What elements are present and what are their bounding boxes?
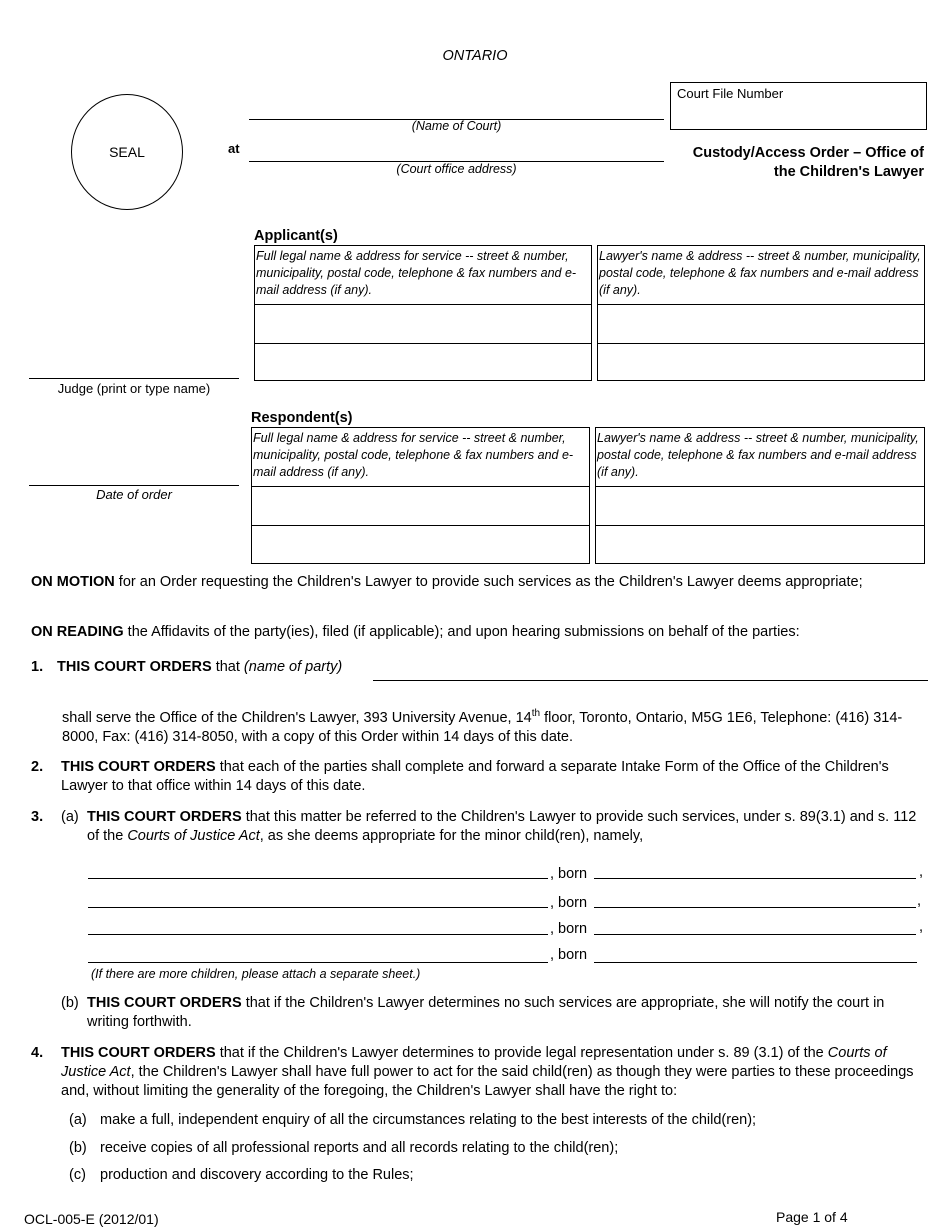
p1-continuation — [62, 704, 922, 747]
p3-number: 3. — [31, 809, 44, 825]
p2-bold: THIS COURT ORDERS — [61, 759, 216, 775]
respondents-heading: Respondent(s) — [251, 410, 353, 426]
children-note: (If there are more children, please attach a separate sheet.) — [91, 967, 421, 981]
p2-paragraph — [61, 758, 921, 796]
divider — [255, 343, 591, 344]
p3b-text: that if the Children's Lawyer determines no such services are appropriate, she will notify the court in writing forthwith. — [87, 995, 885, 1030]
p3b-label: (b) — [61, 995, 79, 1011]
form-code: OCL-005-E (2012/01) — [24, 1211, 159, 1227]
child-name-input[interactable] — [88, 944, 548, 963]
p4-item-label: (b) — [69, 1140, 87, 1156]
p3a-bold: THIS COURT ORDERS — [87, 809, 242, 825]
form-title — [693, 144, 924, 182]
p1-number: 1. — [31, 659, 44, 675]
applicant-party-box[interactable] — [254, 245, 592, 381]
p1-sup: th — [531, 708, 541, 719]
child-birthdate-input[interactable] — [594, 916, 916, 935]
form-title-line2: the Children's Lawyer — [773, 164, 924, 180]
court-file-number-label: Court File Number — [677, 86, 784, 101]
court-address-caption: (Court office address) — [396, 162, 517, 176]
p1-cont-a: shall serve the Office of the Children's Lawyer, 393 University Avenue, 14 — [62, 709, 532, 726]
divider — [596, 525, 924, 526]
divider — [598, 304, 924, 305]
respondent-lawyer-box[interactable] — [595, 427, 925, 564]
comma: , — [919, 864, 924, 880]
p4-item-label: (a) — [69, 1112, 87, 1128]
judge-name-line[interactable] — [29, 378, 239, 379]
on-reading-paragraph — [31, 623, 921, 642]
page-number: Page 1 of 4 — [776, 1209, 848, 1225]
born-label: , born — [550, 895, 588, 911]
seal-label: SEAL — [109, 144, 145, 160]
child-name-input[interactable] — [88, 889, 548, 908]
on-motion-paragraph — [31, 573, 911, 592]
p3b-paragraph — [87, 994, 907, 1032]
applicant-party-instructions: Full legal name & address for service -- street & number, municipality, postal code, telephone & fax numbers and e-mail address (if any). — [256, 249, 577, 297]
born-label: , born — [550, 866, 588, 882]
p4-item-text: production and discovery according to the Rules; — [100, 1167, 414, 1183]
date-of-order-line[interactable] — [29, 485, 239, 486]
applicants-heading: Applicant(s) — [254, 228, 338, 244]
p4-number: 4. — [31, 1045, 44, 1061]
p2-text: that each of the parties shall complete and forward a separate Intake Form of the Office of the Children's Lawyer to that office within 14 days of this date. — [61, 759, 889, 794]
child-birthdate-input[interactable] — [594, 860, 916, 879]
p2-number: 2. — [31, 759, 44, 775]
p3a-text2: , as she deems appropriate for the minor child(ren), namely, — [259, 828, 644, 844]
respondent-party-box[interactable] — [251, 427, 590, 564]
p4-bold: THIS COURT ORDERS — [61, 1045, 216, 1061]
child-name-input[interactable] — [88, 916, 548, 935]
comma: , — [917, 893, 922, 909]
divider — [252, 525, 589, 526]
respondent-lawyer-instructions: Lawyer's name & address -- street & number, municipality, postal code, telephone & fax numbers and e-mail address (if any). — [597, 431, 919, 479]
p1-italic: (name of party) — [243, 659, 343, 675]
p4-text1: that if the Children's Lawyer determines to provide legal representation under s. 89 (3.1) of the — [215, 1045, 828, 1061]
province-heading: ONTARIO — [442, 48, 508, 64]
p1-text: that — [211, 659, 244, 675]
p4-item-text: make a full, independent enquiry of all the circumstances relating to the best interests of the child(ren); — [100, 1112, 757, 1128]
p3a-italic: Courts of Justice Act — [127, 828, 260, 844]
judge-caption: Judge (print or type name) — [57, 381, 211, 396]
p4-paragraph — [61, 1044, 921, 1101]
p4-item-text: receive copies of all professional reports and all records relating to the child(ren); — [100, 1140, 619, 1156]
child-birthdate-input[interactable] — [594, 889, 916, 908]
on-reading-label: ON READING — [31, 624, 124, 640]
p3a-label: (a) — [61, 809, 79, 825]
divider — [255, 304, 591, 305]
seal-area — [71, 94, 183, 210]
court-file-number-field[interactable] — [670, 82, 927, 130]
at-label: at — [228, 141, 240, 156]
child-birthdate-input[interactable] — [594, 944, 917, 963]
born-label: , born — [550, 921, 588, 937]
divider — [252, 486, 589, 487]
p1-bold: THIS COURT ORDERS — [57, 659, 212, 675]
respondent-party-instructions: Full legal name & address for service -- street & number, municipality, postal code, telephone & fax numbers and e-mail address (if any). — [253, 431, 574, 479]
born-label: , born — [550, 947, 588, 963]
party-name-line[interactable] — [373, 680, 928, 681]
divider — [596, 486, 924, 487]
on-motion-label: ON MOTION — [31, 574, 115, 590]
applicant-lawyer-instructions: Lawyer's name & address -- street & number, municipality, postal code, telephone & fax numbers and e-mail address (if any). — [599, 249, 921, 297]
divider — [598, 343, 924, 344]
p1-lead — [57, 658, 342, 677]
p1-cont-b: floor, Toronto, Ontario, M5G 1E6, Telephone: (416) 314-8000, Fax: (416) 314-8050, with a copy of this Order within 14 days of this date. — [62, 709, 903, 745]
applicant-lawyer-box[interactable] — [597, 245, 925, 381]
p4-italic: Courts of Justice Act — [61, 1045, 887, 1080]
p4-item-label: (c) — [69, 1167, 86, 1183]
child-name-input[interactable] — [88, 860, 548, 879]
court-name-caption: (Name of Court) — [411, 119, 502, 133]
on-motion-text: for an Order requesting the Children's Lawyer to provide such services as the Children's Lawyer deems appropriate; — [114, 574, 863, 590]
p3a-paragraph — [87, 808, 917, 846]
p3b-bold: THIS COURT ORDERS — [87, 995, 242, 1011]
p3a-text1: that this matter be referred to the Children's Lawyer to provide such services, under s. 89(3.1) and s. 112 of the — [87, 809, 917, 844]
date-caption: Date of order — [96, 487, 172, 502]
form-title-line1: Custody/Access Order – Office of — [692, 145, 924, 161]
p4-text2: , the Children's Lawyer shall have full power to act for the said child(ren) as though they were parties to these proceedings and, without limiting the generality of the foregoing, the Children's Lawyer shall have the right to: — [61, 1064, 914, 1099]
comma: , — [919, 919, 924, 935]
on-reading-text: the Affidavits of the party(ies), filed (if applicable); and upon hearing submissions on behalf of the parties: — [123, 624, 800, 640]
